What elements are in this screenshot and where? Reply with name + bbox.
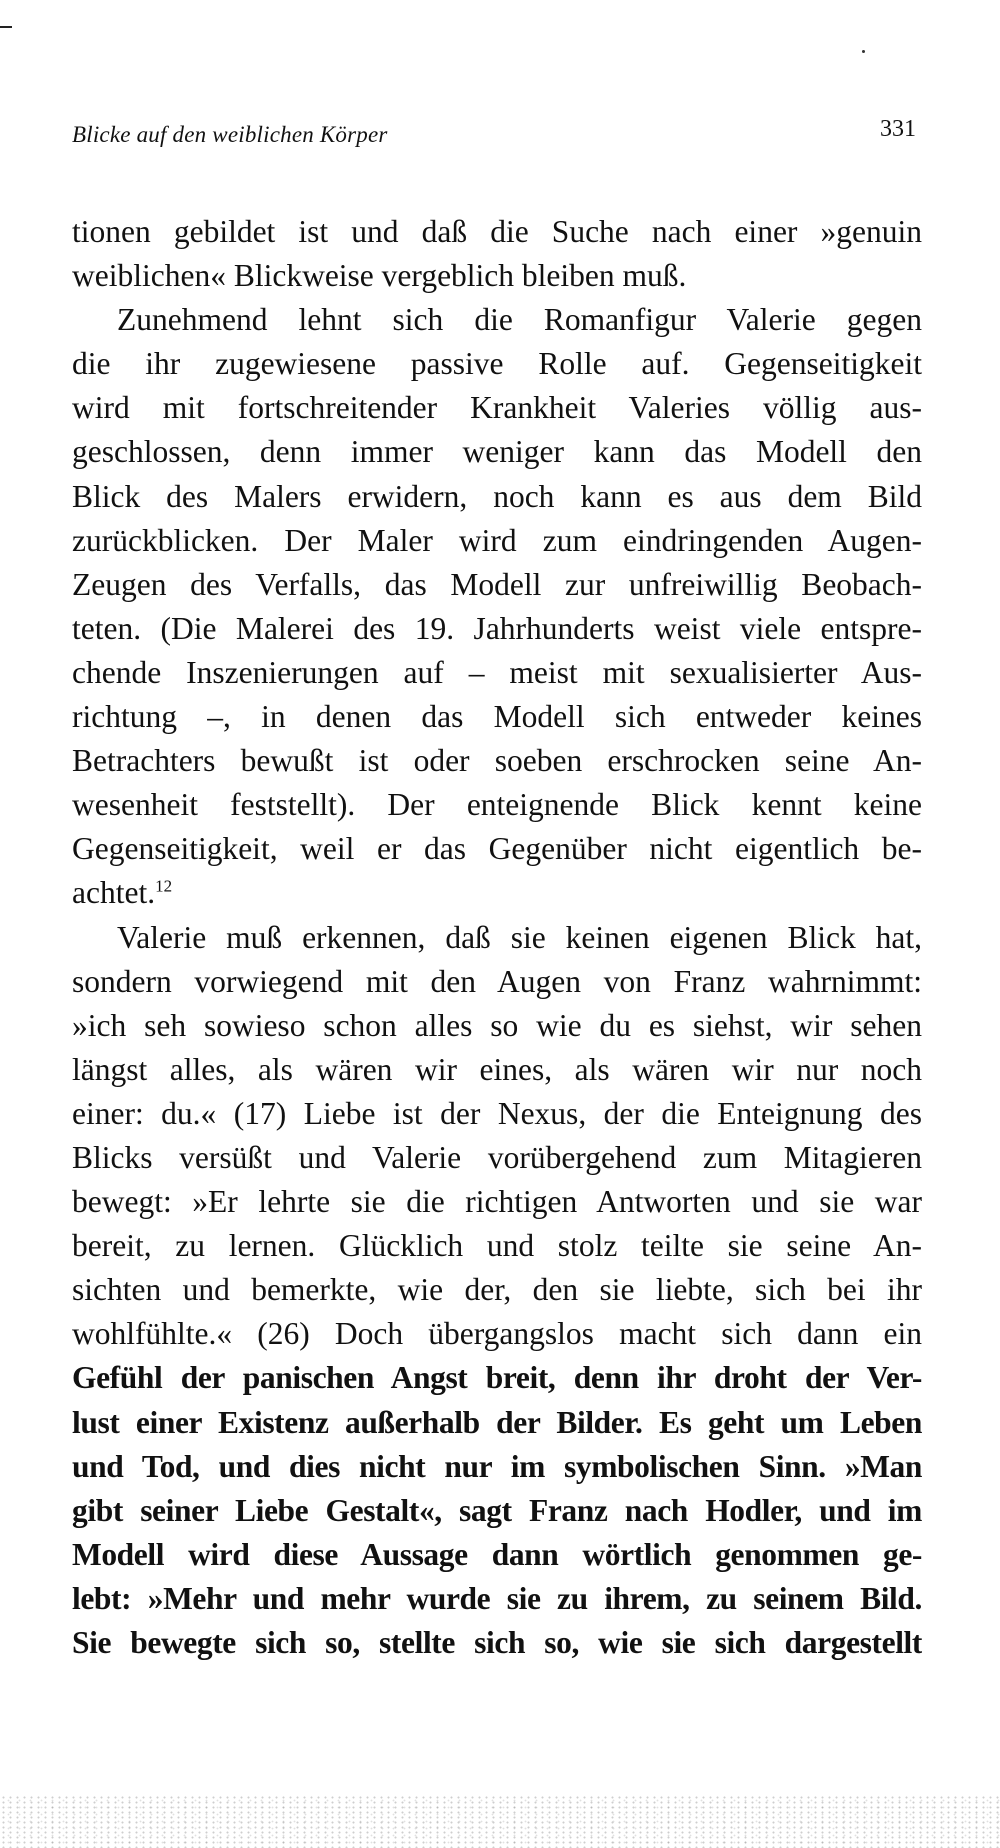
text-line: teten. (Die Malerei des 19. Jahrhunderts weist viele entspre- (72, 610, 922, 646)
text-line: bewegt: »Er lehrte sie die richtigen Antworten und sie war (72, 1184, 922, 1220)
text-line: die ihr zugewiesene passive Rolle auf. Gegenseitigkeit (72, 346, 922, 382)
text-line: lebt: »Mehr und mehr wurde sie zu ihrem, zu seinem Bild. (72, 1580, 922, 1616)
text-line: bereit, zu lernen. Glücklich und stolz teilte sie seine An- (72, 1228, 922, 1264)
text-line: Modell wird diese Aussage dann wörtlich genommen ge- (72, 1536, 922, 1572)
text-line: richtung –, in denen das Modell sich entweder keines (72, 699, 922, 735)
text-line: sondern vorwiegend mit den Augen von Franz wahrnimmt: (72, 963, 922, 999)
text-line: zurückblicken. Der Maler wird zum eindringenden Augen- (72, 522, 922, 558)
text-line: »ich seh sowieso schon alles so wie du es siehst, wir sehen (72, 1007, 922, 1043)
text-line: Gegenseitigkeit, weil er das Gegenüber nicht eigentlich be- (72, 831, 922, 867)
text-line: und Tod, und dies nicht nur im symbolischen Sinn. »Man (72, 1448, 922, 1484)
text-line-end: achtet. (72, 875, 156, 911)
text-line: Blicks versüßt und Valerie vorübergehend zum Mitagieren (72, 1139, 922, 1175)
text-line: Sie bewegte sich so, stellte sich so, wie sie sich dargestellt (72, 1625, 922, 1660)
text-line: lust einer Existenz außerhalb der Bilder. Es geht um Leben (72, 1404, 922, 1440)
text-line: Blick des Malers erwidern, noch kann es aus dem Bild (72, 478, 922, 514)
text-line: weiblichen« Blickweise vergeblich bleiben muß. (72, 258, 687, 294)
text-line: einer: du.« (17) Liebe ist der Nexus, der die Enteignung des (72, 1095, 922, 1131)
text-line: gibt seiner Liebe Gestalt«, sagt Franz nach Hodler, und im (72, 1492, 922, 1528)
text-line: chende Inszenierungen auf – meist mit sexualisierter Aus- (72, 654, 922, 690)
text-line: wesenheit feststellt). Der enteignende Blick kennt keine (72, 787, 922, 823)
text-line: wohlfühlte.« (26) Doch übergangslos macht sich dann ein (72, 1316, 922, 1352)
page-number: 331 (880, 116, 916, 142)
text-line: wird mit fortschreitender Krankheit Valeries völlig aus- (72, 390, 922, 426)
scan-corner-mark (0, 26, 12, 28)
body-text (72, 210, 922, 1665)
scan-noise-band (0, 1795, 1000, 1848)
text-line: Valerie muß erkennen, daß sie keinen eigenen Blick hat, (117, 919, 922, 955)
text-line: tionen gebildet ist und daß die Suche nach einer »genuin (72, 214, 922, 249)
text-line: geschlossen, denn immer weniger kann das Modell den (72, 434, 922, 470)
text-line: längst alles, als wären wir eines, als wären wir nur noch (72, 1051, 922, 1087)
footnote-reference: 12 (155, 876, 173, 896)
text-line: Gefühl der panischen Angst breit, denn ihr droht der Ver- (72, 1360, 922, 1396)
text-line: sichten und bemerkte, wie der, den sie liebte, sich bei ihr (72, 1272, 922, 1308)
text-line: Zeugen des Verfalls, das Modell zur unfreiwillig Beobach- (72, 566, 922, 602)
text-line: Zunehmend lehnt sich die Romanfigur Valerie gegen (117, 302, 922, 338)
running-head: Blicke auf den weiblichen Körper (72, 122, 388, 147)
text-line: Betrachters bewußt ist oder soeben erschrocken seine An- (72, 743, 922, 779)
scan-speck (862, 50, 865, 53)
text-line (72, 871, 922, 915)
